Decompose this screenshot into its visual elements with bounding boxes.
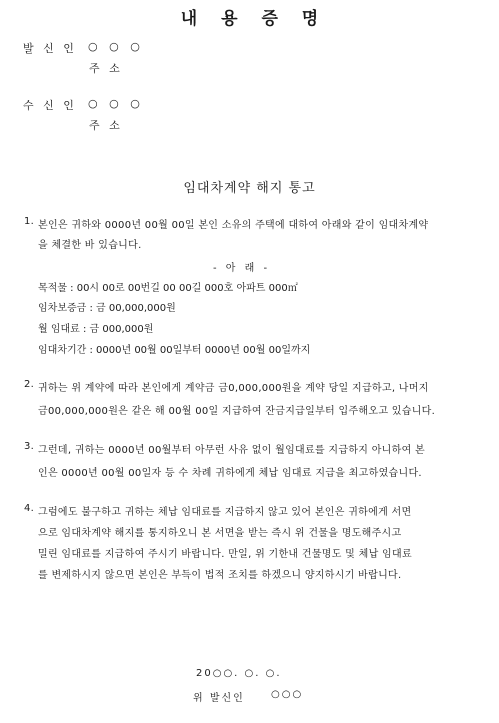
lease-item-period: 임대차기간 : 0000년 00월 00일부터 0000년 00월 00일까지 [38,345,311,356]
recipient-address-label: 주 소 [89,119,123,132]
paragraph-1-line: 을 체결한 바 있습니다. [38,240,142,251]
paragraph-3-number: 3. [24,441,35,452]
paragraph-2-number: 2. [24,379,35,390]
paragraph-4 [38,503,478,583]
signer-name: ○○○ [271,689,304,700]
document-title: 내 용 증 명 [180,9,328,29]
paragraph-2-line: 금00,000,000원은 같은 해 00월 00일 지급하여 잔금지급일부터 입주해오고 있습니다. [38,406,436,417]
paragraph-3-line: 그런데, 귀하는 0000년 00월부터 아무런 사유 없이 월임대료를 지급하지 아니하여 본 [38,445,425,456]
paragraph-3-line: 인은 0000년 00월 00일자 등 수 차례 귀하에게 체납 임대료 지급을 최고하였습니다. [38,468,422,479]
recipient-label: 수 신 인 [23,99,77,112]
paragraph-4-line: 밀린 임대료를 지급하여 주시기 바랍니다. 만일, 위 기한내 건물명도 및 체납 임대료 [38,549,412,560]
paragraph-4-number: 4. [24,503,35,514]
paragraph-4-line: 그럼에도 불구하고 귀하는 체납 임대료를 지급하지 않고 있어 본인은 귀하에게 서면 [38,507,412,518]
subject-heading: 임대차계약 해지 통고 [183,181,316,196]
signer-label: 위 발신인 [193,693,245,704]
document-date: 20○○. ○. ○. [196,668,282,679]
paragraph-4-line: 으로 임대차계약 해지를 통지하오니 본 서면을 받는 즉시 위 건물을 명도해주시고 [38,528,402,539]
paragraph-1-line: 본인은 귀하와 0000년 00월 00일 본인 소유의 주택에 대하여 아래와 같이 임대차계약 [38,220,429,231]
lease-item-deposit: 임차보증금 : 금 00,000,000원 [38,303,176,314]
lease-item-monthly-rent: 월 임대료 : 금 000,000원 [38,324,154,335]
sender-address-label: 주 소 [89,62,123,75]
paragraph-2 [38,379,478,419]
paragraph-4-line: 를 변제하시지 않으면 본인은 부득이 법적 조치를 하겠으니 양지하시기 바랍니다. [38,570,402,581]
paragraph-2-line: 귀하는 위 계약에 따라 본인에게 계약금 금0,000,000원을 계약 당일 지급하고, 나머지 [38,383,429,394]
sender-label: 발 신 인 [23,42,77,55]
recipient-name: ○ ○ ○ [88,97,144,110]
notice-center-label: - 아 래 - [213,263,271,274]
paragraph-1-number: 1. [24,216,35,227]
paragraph-1 [38,216,478,256]
paragraph-3 [38,441,478,481]
lease-item-property: 목적물 : 00시 00로 00번길 00 00길 000호 아파트 000㎡ [38,283,298,294]
sender-name: ○ ○ ○ [88,40,144,53]
